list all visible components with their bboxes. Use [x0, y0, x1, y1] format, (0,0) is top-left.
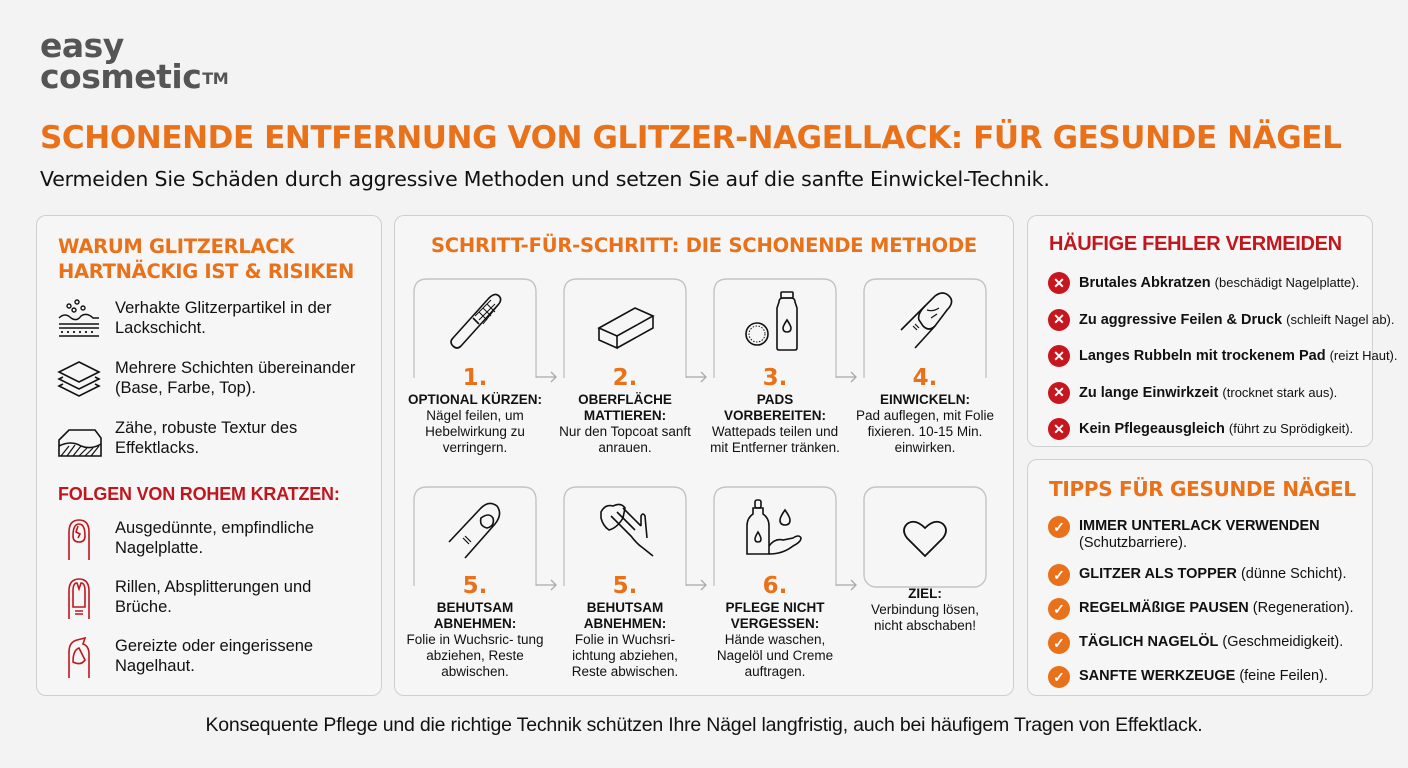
check-circle-icon: ✓ [1048, 516, 1070, 538]
tip-note: (Regeneration). [1252, 600, 1354, 616]
step-number: 6. [762, 573, 788, 599]
consequence-text: Gereizte oder eingerissene Nagelhaut. [115, 637, 314, 675]
step-card-1 [405, 278, 545, 456]
mistakes-heading: HÄUFIGE FEHLER VERMEIDEN [1049, 233, 1342, 255]
step-description: Wattepads teilen und mit Entferner tränken. [710, 424, 840, 455]
step-description: Folie in Wuchsric- tung abziehen, Reste abwischen. [406, 632, 544, 679]
tips-heading: TIPPS FÜR GESUNDE NÄGEL [1049, 477, 1356, 501]
reason-text: Verhakte Glitzerpartikel in der Lackschicht. [115, 299, 332, 337]
reason-text: Zähe, robuste Textur des Effektlacks. [115, 419, 298, 457]
mistake-label: Zu lange Einwirkzeit [1079, 384, 1219, 401]
step-card-2 [555, 278, 695, 456]
step-title: BEHUTSAM ABNEHMEN: [433, 600, 517, 631]
check-circle-icon: ✓ [1048, 598, 1070, 620]
consequence-item [55, 518, 370, 562]
cracked-nail-icon [55, 518, 103, 562]
x-circle-icon: ✕ [1048, 345, 1070, 367]
mistake-label: Brutales Abkratzen [1079, 275, 1211, 291]
trademark: TM [202, 69, 229, 88]
mistake-label: Kein Pflegeausgleich [1079, 421, 1225, 437]
x-circle-icon: ✕ [1048, 382, 1070, 404]
reason-item [55, 298, 370, 342]
step-title: ZIEL: [908, 586, 942, 601]
mistake-note: (führt zu Sprödigkeit). [1228, 421, 1354, 436]
why-heading: WARUM GLITZERLACK HARTNÄCKIG IST & RISIKEN [58, 235, 355, 283]
step-number: 3. [762, 365, 788, 391]
buffer-block-icon [595, 290, 655, 354]
step-description: Folie in Wuchsri- ichtung abziehen, Reste abwischen. [571, 632, 679, 679]
tip-note: (dünne Schicht). [1240, 566, 1347, 582]
glitter-layer-icon [55, 298, 103, 342]
tip-item [1048, 668, 1354, 688]
brand-logo [40, 26, 229, 96]
consequence-item [55, 636, 370, 680]
x-circle-icon: ✕ [1048, 418, 1070, 440]
page-title: SCHONENDE ENTFERNUNG VON GLITZER-NAGELLACK: FÜR GESUNDE NÄGEL [40, 120, 1342, 156]
step-description: Hände waschen, Nagelöl und Creme auftragen. [716, 632, 834, 679]
reason-item [55, 418, 370, 462]
tips-panel [1027, 459, 1373, 696]
check-circle-icon: ✓ [1048, 666, 1070, 688]
steps-panel [394, 215, 1014, 696]
mistake-item [1048, 274, 1398, 294]
check-circle-icon: ✓ [1048, 564, 1070, 586]
step-number: 2. [612, 365, 638, 391]
mistakes-panel [1027, 215, 1398, 447]
brand-line-1: easy [40, 26, 124, 65]
step-number: 5. [462, 573, 488, 599]
step-number: 1. [462, 365, 488, 391]
footer-note: Konsequente Pflege und die richtige Technik schützen Ihre Nägel langfristig, auch bei häufigem Tragen von Effektlack. [205, 714, 1203, 736]
texture-block-icon [55, 418, 103, 462]
x-circle-icon: ✕ [1048, 309, 1070, 331]
check-circle-icon: ✓ [1048, 632, 1070, 654]
tip-item [1048, 600, 1354, 620]
layers-icon [55, 358, 103, 402]
tip-label: IMMER UNTERLACK VERWENDEN [1079, 518, 1320, 534]
tip-label: SANFTE WERKZEUGE [1079, 668, 1236, 684]
tip-item [1048, 566, 1354, 586]
step-description: Nägel feilen, um Hebelwirkung zu verringern. [425, 408, 525, 455]
step-card-4 [855, 278, 995, 456]
page-subtitle: Vermeiden Sie Schäden durch aggressive Methoden und setzen Sie auf die sanfte Einwickel-Technik. [40, 167, 1050, 191]
mistake-label: Langes Rubbeln mit trockenem Pad [1079, 348, 1326, 364]
tip-item [1048, 634, 1354, 654]
step-description: Pad auflegen, mit Folie fixieren. 10-15 Min. einwirken. [855, 408, 995, 455]
consequence-item [55, 577, 370, 621]
step-card-6 [705, 486, 845, 680]
mistake-note: (reizt Haut). [1329, 348, 1398, 363]
steps-heading: SCHRITT-FÜR-SCHRITT: DIE SCHONENDE METHODE [430, 234, 978, 257]
tip-item [1048, 518, 1354, 552]
tip-note: (feine Feilen). [1239, 668, 1328, 684]
tip-note: (Schutzbarriere). [1079, 535, 1187, 551]
step-card-5a [405, 486, 545, 680]
tip-label: TÄGLICH NAGELÖL [1079, 634, 1219, 650]
consequence-text: Rillen, Absplitterungen und Brüche. [115, 578, 312, 616]
mistake-note: (schleift Nagel ab). [1286, 311, 1395, 327]
hand-wipe-icon [595, 498, 655, 562]
mistake-label: Zu aggressive Feilen & Druck [1079, 311, 1283, 328]
step-title: PADS VORBEREITEN: [723, 392, 826, 423]
tip-label: GLITZER ALS TOPPER [1079, 566, 1237, 582]
reason-text: Mehrere Schichten übereinander (Base, Farbe, Top). [115, 359, 356, 397]
mistake-item [1048, 420, 1398, 440]
reason-item [55, 358, 370, 402]
step-card-5b [555, 486, 695, 680]
mistake-item [1048, 311, 1398, 331]
step-number: 4. [912, 365, 938, 391]
torn-cuticle-icon [55, 636, 103, 680]
brand-line-2: cosmetic [40, 57, 202, 96]
nail-file-icon [445, 290, 505, 354]
mistake-item [1048, 347, 1398, 367]
step-title: PFLEGE NICHT VERGESSEN: [725, 600, 825, 631]
step-title: OBERFLÄCHE MATTIEREN: [578, 392, 672, 423]
finger-nail-icon [445, 498, 505, 562]
mistake-item [1048, 384, 1398, 404]
mistake-note: (beschädigt Nagelplatte). [1214, 275, 1360, 290]
pad-and-bottle-icon [735, 290, 815, 354]
mistake-note: (trocknet stark aus). [1222, 384, 1338, 400]
heart-icon [895, 506, 955, 570]
step-description: Verbindung lösen, nicht abschaben! [870, 602, 980, 633]
x-circle-icon: ✕ [1048, 272, 1070, 294]
split-nail-icon [55, 577, 103, 621]
step-title: BEHUTSAM ABNEHMEN: [583, 600, 667, 631]
oil-hand-icon [739, 498, 811, 562]
step-card-3 [705, 278, 845, 456]
step-description: Nur den Topcoat sanft anrauen. [559, 424, 691, 455]
why-and-risks-panel [36, 215, 382, 696]
tip-label: REGELMÄßIGE PAUSEN [1079, 600, 1249, 616]
step-title: EINWICKELN: [880, 392, 970, 407]
tip-note: (Geschmeidigkeit). [1222, 634, 1344, 650]
consequences-heading: FOLGEN VON ROHEM KRATZEN: [58, 484, 340, 504]
wrapped-finger-icon [895, 290, 955, 354]
consequence-text: Ausgedünnte, empfindliche Nagelplatte. [115, 519, 315, 557]
step-number: 5. [612, 573, 638, 599]
goal-card [855, 486, 995, 634]
step-title: OPTIONAL KÜRZEN: [408, 392, 542, 407]
